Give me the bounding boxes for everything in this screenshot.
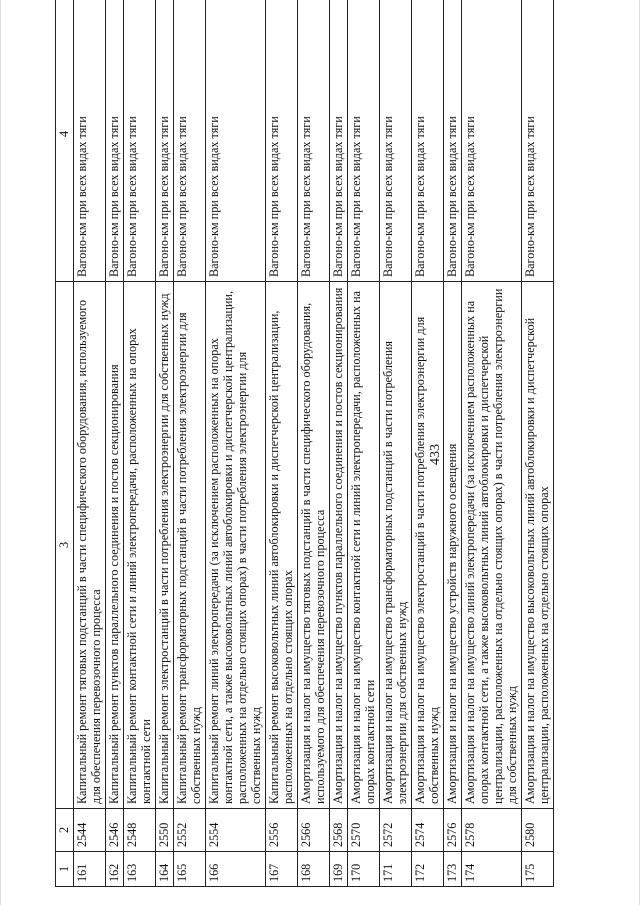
measure-cell: Вагоно-км при всех видах тяги xyxy=(444,0,462,282)
measure-cell: Вагоно-км при всех видах тяги xyxy=(266,0,298,282)
code-cell: 2574 xyxy=(412,809,444,852)
measure-cell: Вагоно-км при всех видах тяги xyxy=(106,0,124,282)
description-cell: Капитальный ремонт тяговых подстанций в части специфического оборудования, используемого для обеспечения перевозочного процесса xyxy=(74,282,106,809)
row-number-cell: 162 xyxy=(106,852,124,887)
measure-cell: Вагоно-км при всех видах тяги xyxy=(462,0,522,282)
header-col-2: 2 xyxy=(56,809,74,852)
measure-cell: Вагоно-км при всех видах тяги xyxy=(206,0,266,282)
data-table xyxy=(55,0,554,887)
description-cell: Капитальный ремонт высоковольтных линий автоблокировки и диспетчерской централизации, расположенных на отдельно стоящих опорах xyxy=(266,282,298,809)
page-number: 433 xyxy=(428,444,443,465)
table-row xyxy=(206,0,266,887)
table-body xyxy=(74,0,554,887)
table-row xyxy=(380,0,412,887)
row-number-cell: 170 xyxy=(348,852,380,887)
measure-cell: Вагоно-км при всех видах тяги xyxy=(156,0,174,282)
header-col-4: 4 xyxy=(56,0,74,282)
code-cell: 2548 xyxy=(124,809,156,852)
measure-cell: Вагоно-км при всех видах тяги xyxy=(124,0,156,282)
description-cell: Амортизация и налог на имущество электростанций в части потребления электроэнергии для собственных нужд xyxy=(412,282,444,809)
table-row xyxy=(412,0,444,887)
description-cell: Амортизация и налог на имущество высоковольтных линий автоблокировки и диспетчерской централизации, расположенных на отдельно стоящих опорах xyxy=(522,282,554,809)
measure-cell: Вагоно-км при всех видах тяги xyxy=(522,0,554,282)
code-cell: 2576 xyxy=(444,809,462,852)
row-number-cell: 175 xyxy=(522,852,554,887)
measure-cell: Вагоно-км при всех видах тяги xyxy=(174,0,206,282)
table-row xyxy=(174,0,206,887)
row-number-cell: 173 xyxy=(444,852,462,887)
description-cell: Капитальный ремонт электростанций в части потребления электроэнергии для собственных нужд xyxy=(156,282,174,809)
measure-cell: Вагоно-км при всех видах тяги xyxy=(74,0,106,282)
row-number-cell: 161 xyxy=(74,852,106,887)
top-edge-line xyxy=(0,0,1,905)
code-cell: 2546 xyxy=(106,809,124,852)
description-cell: Амортизация и налог на имущество трансформаторных подстанций в части потребления электроэнергии для собственных нужд xyxy=(380,282,412,809)
row-number-cell: 164 xyxy=(156,852,174,887)
code-cell: 2554 xyxy=(206,809,266,852)
code-cell: 2580 xyxy=(522,809,554,852)
header-row xyxy=(56,0,74,887)
row-number-cell: 165 xyxy=(174,852,206,887)
row-number-cell: 166 xyxy=(206,852,266,887)
header-col-1: 1 xyxy=(56,852,74,887)
code-cell: 2552 xyxy=(174,809,206,852)
table-row xyxy=(74,0,106,887)
row-number-cell: 169 xyxy=(330,852,348,887)
measure-cell: Вагоно-км при всех видах тяги xyxy=(412,0,444,282)
measure-cell: Вагоно-км при всех видах тяги xyxy=(380,0,412,282)
table-row xyxy=(330,0,348,887)
table-row xyxy=(298,0,330,887)
code-cell: 2544 xyxy=(74,809,106,852)
table-row xyxy=(266,0,298,887)
description-cell: Капитальный ремонт контактной сети и линий электропередачи, расположенных на опорах контактной сети xyxy=(124,282,156,809)
measure-cell: Вагоно-км при всех видах тяги xyxy=(298,0,330,282)
code-cell: 2556 xyxy=(266,809,298,852)
row-number-cell: 168 xyxy=(298,852,330,887)
table-row xyxy=(124,0,156,887)
row-number-cell: 174 xyxy=(462,852,522,887)
code-cell: 2570 xyxy=(348,809,380,852)
measure-cell: Вагоно-км при всех видах тяги xyxy=(330,0,348,282)
description-cell: Капитальный ремонт пунктов параллельного соединения и постов секционирования xyxy=(106,282,124,809)
description-cell: Амортизация и налог на имущество тяговых подстанций в части специфического оборудования, используемого для обеспечения перевозочного процесса xyxy=(298,282,330,809)
row-number-cell: 163 xyxy=(124,852,156,887)
code-cell: 2566 xyxy=(298,809,330,852)
table-row xyxy=(522,0,554,887)
description-cell: Амортизация и налог на имущество устройств наружного освещения xyxy=(444,282,462,809)
row-number-cell: 172 xyxy=(412,852,444,887)
code-cell: 2572 xyxy=(380,809,412,852)
table-row xyxy=(156,0,174,887)
table-row xyxy=(444,0,462,887)
measure-cell: Вагоно-км при всех видах тяги xyxy=(348,0,380,282)
code-cell: 2578 xyxy=(462,809,522,852)
description-cell: Амортизация и налог на имущество пунктов параллельного соединения и постов секционирования xyxy=(330,282,348,809)
table-row xyxy=(462,0,522,887)
description-cell: Амортизация и налог на имущество линий электропередачи (за исключением расположенных на опорах контактной сети, а также высоковольтных линий автоблокировки и диспетчерской централизации, расположенных на отдельно стоящих опорах) в части потребления электроэнергии для собственных нужд xyxy=(462,282,522,809)
description-cell: Капитальный ремонт трансформаторных подстанций в части потребления электроэнергии для собственных нужд xyxy=(174,282,206,809)
code-cell: 2568 xyxy=(330,809,348,852)
table-row xyxy=(348,0,380,887)
row-number-cell: 167 xyxy=(266,852,298,887)
header-col-3: 3 xyxy=(56,282,74,809)
description-cell: Капитальный ремонт линий электропередачи (за исключением расположенных на опорах контактной сети, а также высоковольтных линий автоблокировки и диспетчерской централизации, расположенных на отдельно стоящих опорах) в части потребления электроэнергии для собственных нужд xyxy=(206,282,266,809)
code-cell: 2550 xyxy=(156,809,174,852)
table-row xyxy=(106,0,124,887)
row-number-cell: 171 xyxy=(380,852,412,887)
description-cell: Амортизация и налог на имущество контактной сети и линий электропередачи, расположенных на опорах контактной сети xyxy=(348,282,380,809)
